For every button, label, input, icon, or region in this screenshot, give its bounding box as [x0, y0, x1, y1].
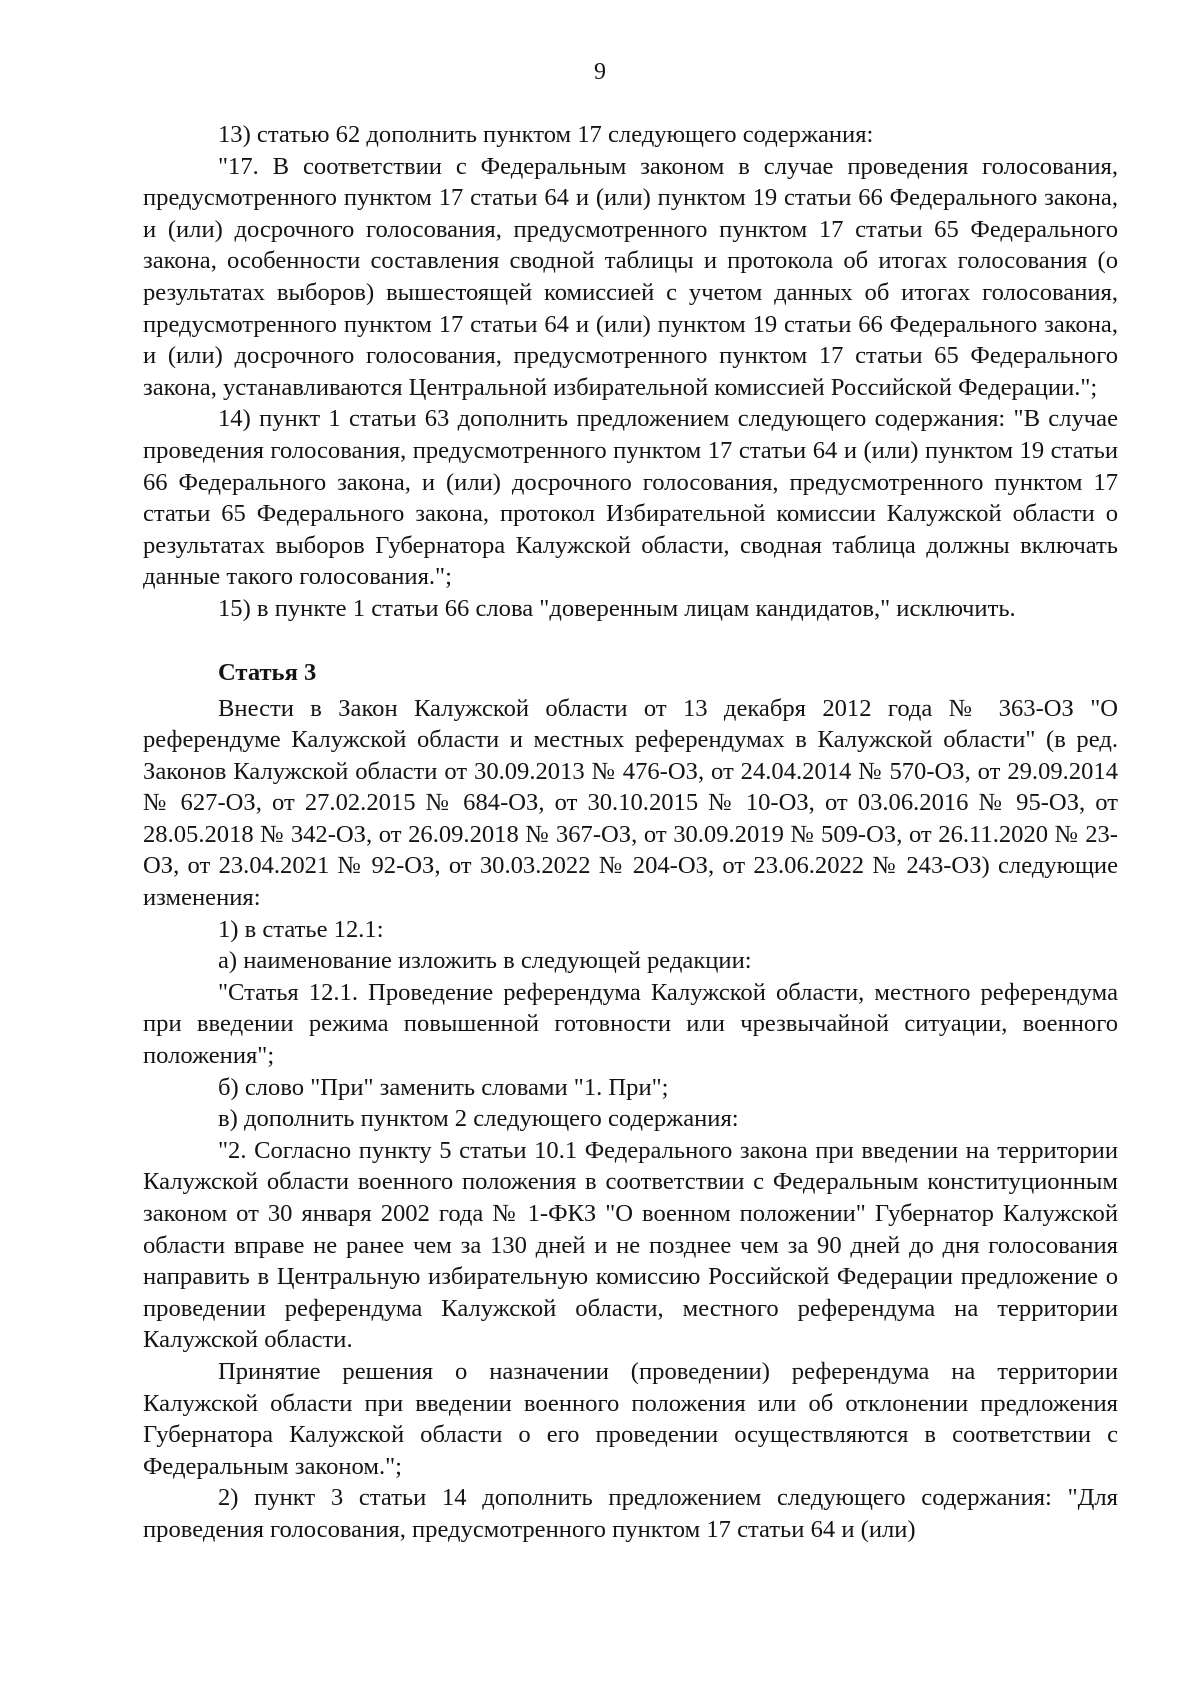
item-13-text: "17. В соответствии с Федеральным законом в случае проведения голосования, предусмотренного пунктом 17 статьи 64 и (или) пунктом 19 статьи 66 Федерального закона, и (или) досрочного голосования, предусмотренного пунктом 17 статьи 65 Федерального закона, особенности составления сводной таблицы и протокола об итогах голосования (о результатах выборов) вышестоящей комиссией с учетом данных об итогах голосования, предусмотренного пунктом 17 статьи 64 и (или) пунктом 19 статьи 66 Федерального закона, и (или) досрочного голосования, предусмотренного пунктом 17 статьи 65 Федерального закона, устанавливаются Центральной избирательной комиссией Российской Федерации.";: [143, 152, 1118, 401]
article-3-item-1a: а) наименование изложить в следующей редакции:: [218, 947, 752, 975]
item-15: 15) в пункте 1 статьи 66 слова "доверенным лицам кандидатов," исключить.: [218, 594, 1016, 622]
item-13-intro: 13) статью 62 дополнить пунктом 17 следующего содержания:: [218, 121, 874, 148]
article-3-item-1c: в) дополнить пунктом 2 следующего содержания:: [218, 1105, 739, 1133]
article-3-item-1c-text-1: "2. Согласно пункту 5 статьи 10.1 Федерального закона при введении на территории Калужской области военного положения в соответствии с Федеральным конституционным законом от 30 января 2002 года № 1-ФКЗ "О военном положении" Губернатор Калужской области вправе не ранее чем за 130 дней и не позднее чем за 90 дней до дня голосования направить в Центральную избирательную комиссию Российской Федерации предложение о проведении референдума Калужской области, местного референдума на территории Калужской области.: [143, 1136, 1118, 1354]
article-3-heading: Статья 3: [218, 658, 317, 686]
article-3-item-2: 2) пункт 3 статьи 14 дополнить предложением следующего содержания: "Для проведения голосования, предусмотренного пунктом 17 статьи 64 и (или): [143, 1484, 1118, 1543]
article-3-item-1c-text-2: Принятие решения о назначении (проведении) референдума на территории Калужской области при введении военного положения или об отклонении предложения Губернатора Калужской области о его проведении осуществляются в соответствии с Федеральным законом.";: [143, 1357, 1118, 1480]
document-body: [143, 119, 1118, 1546]
article-3-item-1a-text: "Статья 12.1. Проведение референдума Калужской области, местного референдума при введении режима повышенной готовности или чрезвычайной ситуации, военного положения";: [143, 978, 1118, 1070]
article-3-intro: Внести в Закон Калужской области от 13 декабря 2012 года № 363-ОЗ "О референдуме Калужской области и местных референдумах в Калужской области" (в ред. Законов Калужской области от 30.09.2013 № 476-ОЗ, от 24.04.2014 № 570-ОЗ, от 29.09.2014 № 627-ОЗ, от 27.02.2015 № 684-ОЗ, от 30.10.2015 № 10-ОЗ, от 03.06.2016 № 95-ОЗ, от 28.05.2018 № 342-ОЗ, от 26.09.2018 № 367-ОЗ, от 30.09.2019 № 509-ОЗ, от 26.11.2020 № 23-ОЗ, от 23.04.2021 № 92-ОЗ, от 30.03.2022 № 204-ОЗ, от 23.06.2022 № 243-ОЗ) следующие изменения:: [143, 694, 1118, 912]
page-number: 9: [594, 59, 606, 85]
item-14: 14) пункт 1 статьи 63 дополнить предложением следующего содержания: "В случае проведения голосования, предусмотренного пунктом 17 статьи 64 и (или) пунктом 19 статьи 66 Федерального закона, и (или) досрочного голосования, предусмотренного пунктом 17 статьи 65 Федерального закона, протокол Избирательной комиссии Калужской области о результатах выборов Губернатора Калужской области, сводная таблица должны включать данные такого голосования.";: [143, 405, 1118, 591]
article-3-item-1: 1) в статье 12.1:: [218, 915, 384, 943]
article-3-item-1b: б) слово "При" заменить словами "1. При";: [218, 1073, 669, 1101]
